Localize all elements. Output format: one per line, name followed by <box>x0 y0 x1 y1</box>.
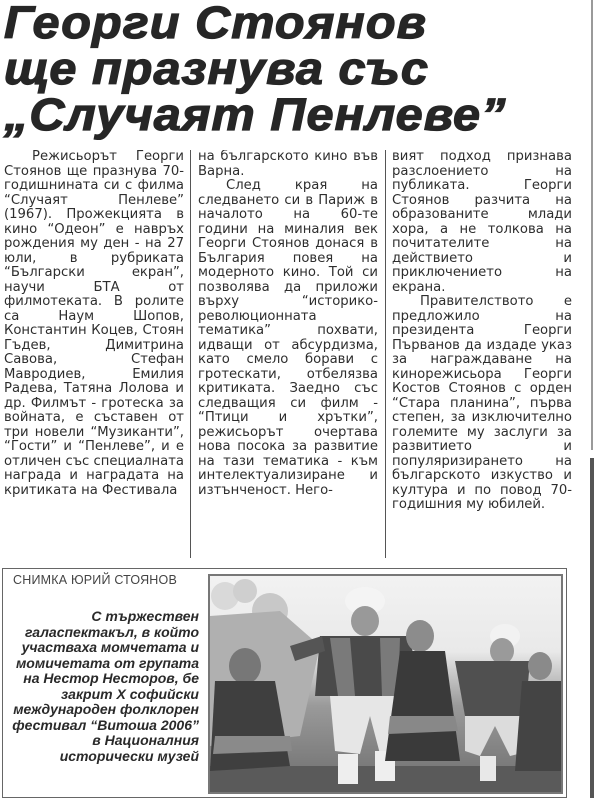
headline-line-3: „Случаят Пенлеве” <box>4 89 507 140</box>
paragraph: Правителството е предложило на президента Георги Първанов да издаде указ за награждаване на кинорежисьора Георги Костов Стоянов с орден “Стара планина”, първа степен, за изключително големите му заслуги за развитието и популяризирането на българското изкуство и култура и по повод 70-годишния му юбилей. <box>392 294 572 512</box>
paragraph: След края на следването си в Париж в началото на 60-те години на миналия век Георги Стоянов донася в България повея на модерното кино. Той си позволява да приложи върху “историко-революционната тематика” похвати, идващи от абсурдизма, като смело борави с гротескати, отбелязва критиката. Заедно със следващия си филм - “Птици и хрътки”, режисьорът очертава нова посока за развитие на тази тематика - към интелектуализиране и изтънченост. Него- <box>198 178 378 498</box>
headline-line-2: ще празнува със <box>4 43 430 94</box>
photo-credit: СНИМКА ЮРИЙ СТОЯНОВ <box>13 573 177 587</box>
caption-text: С тържествен галаспектакъл, в който участваха момчетата и момичетата от групата на Нестор Несторов, бе закрит X софийски международен фолклорен фестивал “Витоша 2006” в Националния исторически музей <box>12 608 199 764</box>
headline-line-1: Георги Стоянов <box>4 0 428 48</box>
page-edge-rule <box>591 0 593 450</box>
column-divider <box>385 150 386 558</box>
headline <box>4 0 600 138</box>
article-body <box>2 150 572 558</box>
photo-illustration <box>210 576 561 792</box>
column-divider <box>190 150 191 558</box>
article-column-3 <box>392 150 572 558</box>
photo-caption <box>9 609 199 764</box>
article-column-2 <box>198 150 378 558</box>
paragraph: Режисьорът Георги Стоянов ще празнува 70-годишнината си с филма “Случаят Пенлеве” (1967). Прожекцията в кино “Одеон” е навръх рождения му ден - на 27 юли, в рубриката “Български екран”, научи БТА от филмотеката. В ролите са Наум Шопов, Константин Коцев, Стоян Гъдев, Димитрина Савова, Стефан Мавродиев, Емилия Радева, Татяна Лолова и др. Филмът - гротеска за войната, е съставен от три новели “Музиканти”, “Гости” и “Пенлеве”, и е отличен със специалната награда и наградата на критиката на Фестивала <box>4 150 184 498</box>
article-column-1 <box>4 150 184 558</box>
paragraph: на българското кино във Варна. <box>198 150 378 179</box>
paragraph: вият подход признава разслоението на публиката. Георги Стоянов разчита на образованите млади хора, а не толкова на почитателите на действието и приключението на екрана. <box>392 150 572 295</box>
folk-dancers-photo <box>208 574 563 794</box>
photo-block <box>2 568 567 798</box>
page-edge-rule <box>590 458 594 798</box>
